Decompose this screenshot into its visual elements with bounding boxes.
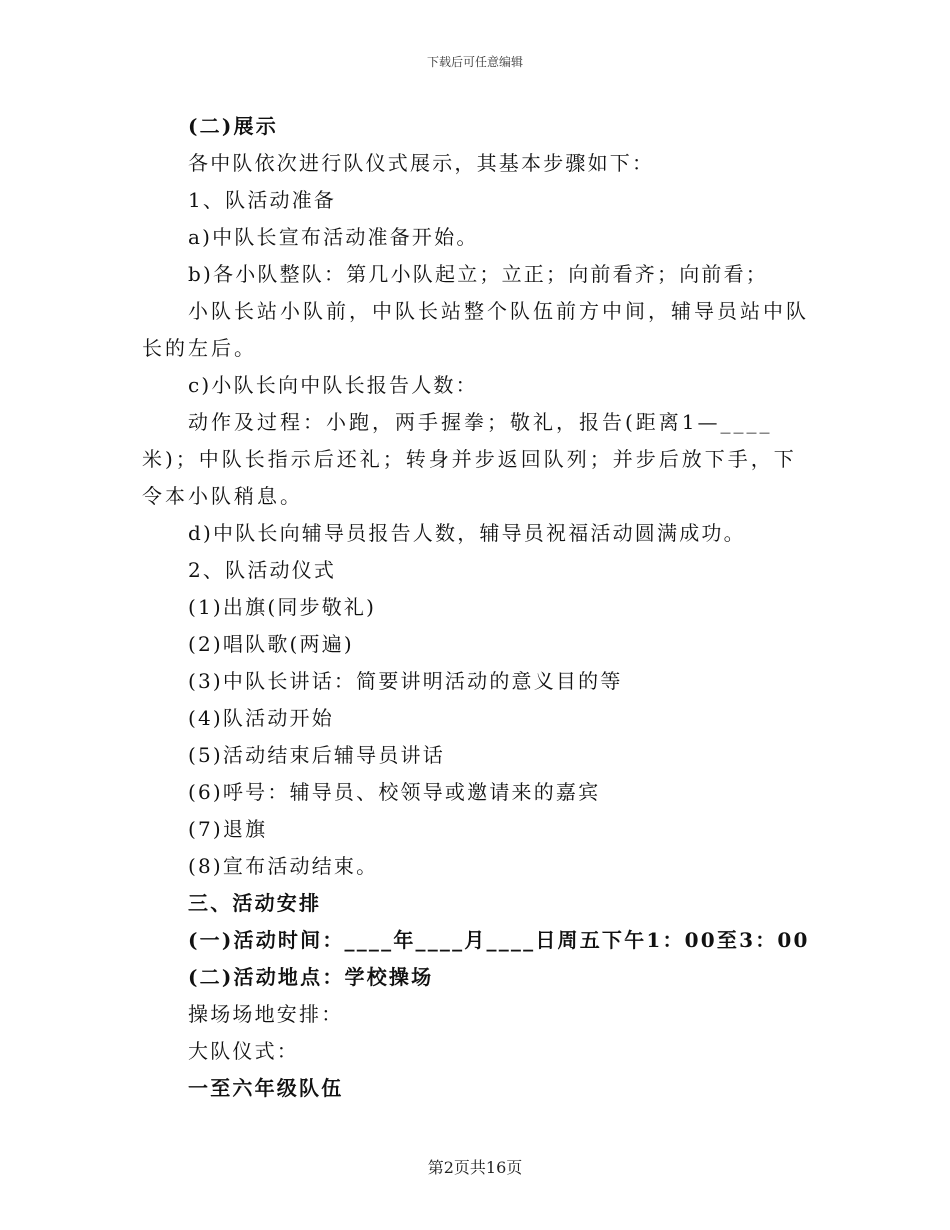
list-item: (5)活动结束后辅导员讲话 <box>188 743 445 767</box>
list-item: (2)唱队歌(两遍) <box>188 632 354 656</box>
page-header: 下载后可任意编辑 <box>426 55 523 69</box>
page-footer: 第2页共16页 <box>427 1158 523 1177</box>
paragraph: d)中队长向辅导员报告人数，辅导员祝福活动圆满成功。 <box>188 521 746 545</box>
section-heading: (二)活动地点：学校操场 <box>188 965 434 989</box>
paragraph: 动作及过程：小跑，两手握拳；敬礼，报告(距离1—____米)；中队长指示后还礼；转身并步返回队列；并步后放下手，下令本小队稍息。 <box>142 410 797 508</box>
paragraph: b)各小队整队：第几小队起立；立正；向前看齐；向前看； <box>188 262 769 286</box>
paragraph: 小队长站小队前，中队长站整个队伍前方中间，辅导员站中队长的左后。 <box>142 299 809 360</box>
paragraph: c)小队长向中队长报告人数： <box>188 373 478 397</box>
subsection-heading: 2、队活动仪式 <box>188 558 337 582</box>
section-heading: 三、活动安排 <box>188 891 322 915</box>
list-item: (4)队活动开始 <box>188 706 334 730</box>
list-item: (6)呼号：辅导员、校领导或邀请来的嘉宾 <box>188 780 601 804</box>
list-item: (7)退旗 <box>188 817 268 841</box>
paragraph: 大队仪式： <box>188 1039 299 1063</box>
subsection-heading: 1、队活动准备 <box>188 188 337 212</box>
list-item: (3)中队长讲话：简要讲明活动的意义目的等 <box>188 669 623 693</box>
document-body <box>142 108 812 1107</box>
paragraph: 各中队依次进行队仪式展示，其基本步骤如下： <box>188 151 655 175</box>
list-item: (1)出旗(同步敬礼) <box>188 595 377 619</box>
paragraph: a)中队长宣布活动准备开始。 <box>188 225 479 249</box>
paragraph: 操场场地安排： <box>188 1002 344 1026</box>
section-heading: 一至六年级队伍 <box>188 1076 344 1100</box>
list-item: (8)宣布活动结束。 <box>188 854 379 878</box>
section-heading: (二)展示 <box>188 114 278 138</box>
section-heading: (一)活动时间：____年____月____日周五下午1：00至3：00 <box>188 928 810 952</box>
